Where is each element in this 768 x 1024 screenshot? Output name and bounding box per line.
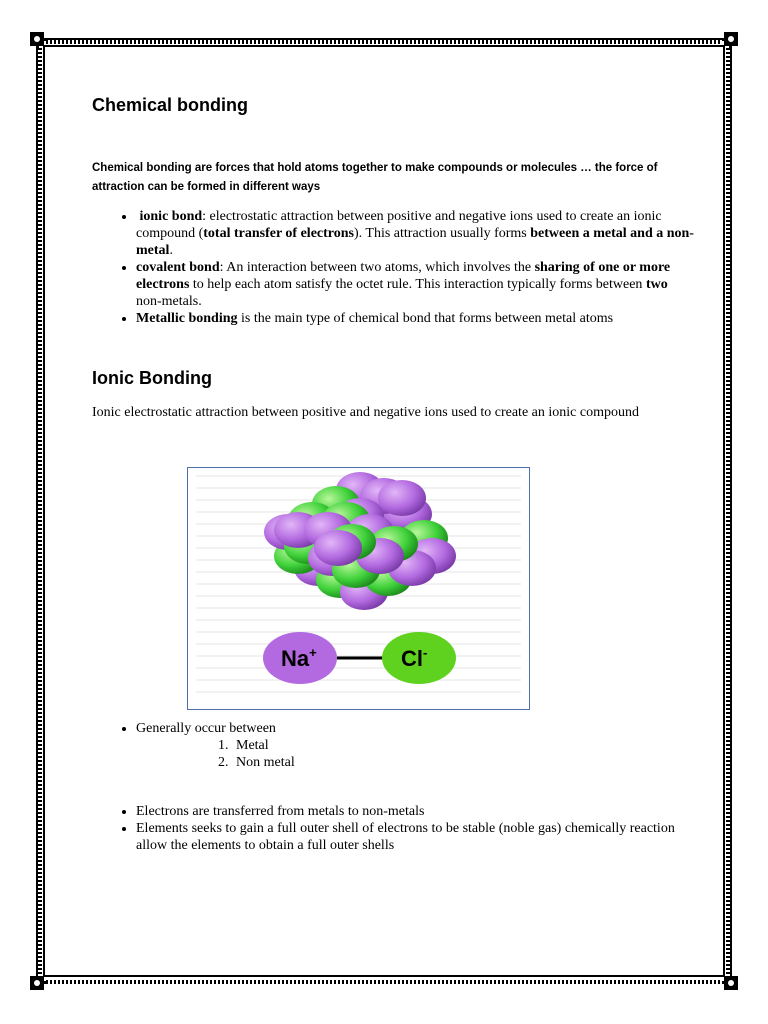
emphasis: sharing of one or more electrons [136,260,671,292]
list-item: 1. Metal [232,737,696,754]
border-pattern-bottom [46,980,722,984]
emphasis: between a metal and a non-metal [136,226,694,258]
corner-ornament-icon [30,976,44,990]
ion-pair [263,632,456,684]
list-item: 2. Non metal [232,754,696,771]
sodium-label: Na+ [281,645,317,671]
list-item-ionic-bond [136,208,696,259]
text: to help each atom satisfy the octet rule. This interaction typically forms between [189,277,646,292]
text: . [169,243,173,258]
text: non-metals. [136,294,202,309]
term: Metallic bonding [136,311,238,326]
corner-ornament-icon [30,32,44,46]
list-item: • Elements seeks to gain a full outer shell of electrons to be stable (noble gas) chemically reaction allow the elements to obtain a full outer shells [136,820,696,854]
intro-paragraph: Chemical bonding are forces that hold atoms together to make compounds or molecules … the force of attraction can be formed in different ways [92,162,658,193]
nacl-diagram [188,468,529,709]
emphasis: total transfer of electrons [203,226,354,241]
section-title-chemical-bonding: Chemical bonding [92,95,249,115]
ionic-lattice-figure [187,467,530,710]
occurrence-sublist [136,737,696,771]
section-title-ionic-bonding: Ionic Bonding [92,368,212,388]
term: covalent bond [136,260,220,275]
border-pattern-left [38,48,42,976]
list-item-covalent-bond [136,259,696,310]
border-pattern-right [726,48,730,976]
corner-ornament-icon [724,32,738,46]
bond-types-list [114,208,696,327]
list-item-metallic-bonding [136,310,696,327]
ionic-bonding-paragraph: Ionic electrostatic attraction between positive and negative ions used to create an ionic compound [92,405,639,420]
corner-ornament-icon [724,976,738,990]
text: : electrostatic attraction between positive and negative ions used to create an ionic compound ( [136,209,662,241]
text: Generally occur between [136,721,276,736]
text: : An interaction between two atoms, which involves the [219,260,535,275]
list-item [136,720,696,771]
text: is the main type of chemical bond that forms between metal atoms [237,311,614,326]
occurrence-list [114,720,696,771]
ionic-lattice [264,472,456,610]
chloride-label: Cl- [401,645,428,671]
emphasis: two [645,277,668,292]
text: ). This attraction usually forms [353,226,531,241]
list-item: • Electrons are transferred from metals to non-metals [136,803,696,820]
border-pattern-top [46,40,722,44]
term: ionic bond [139,209,203,224]
electron-transfer-list [114,803,696,854]
